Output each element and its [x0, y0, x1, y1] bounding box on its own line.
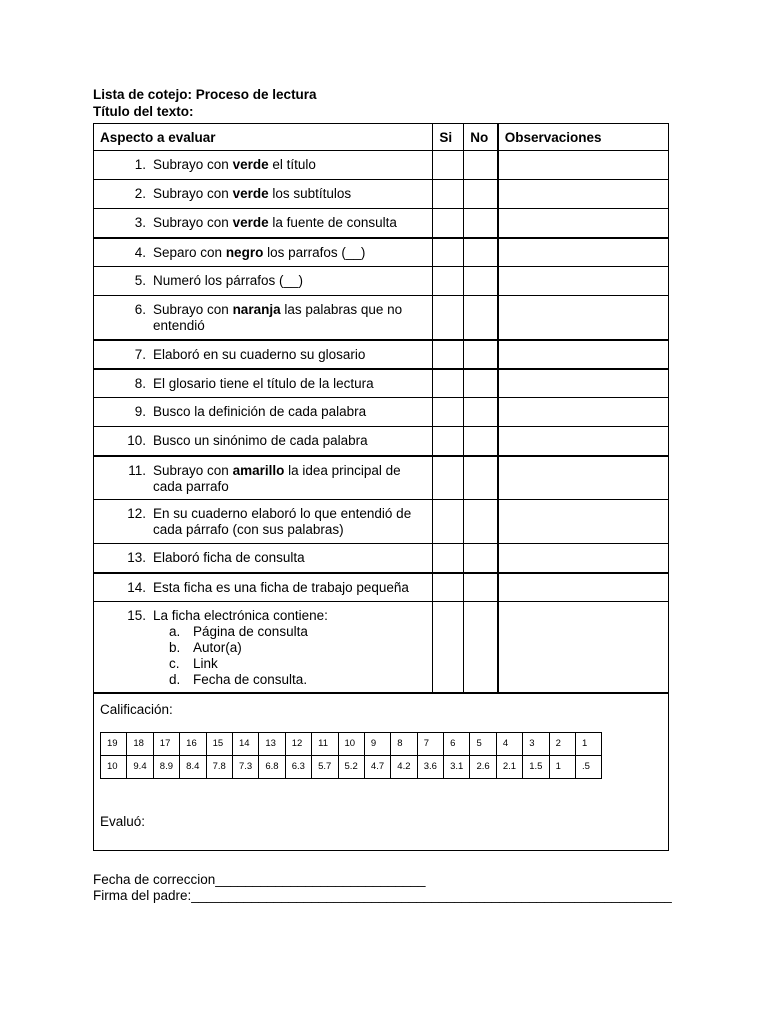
sub-item	[94, 624, 426, 640]
item-color-word: naranja	[232, 302, 281, 317]
aspect-cell	[94, 340, 433, 369]
aspect-cell	[94, 427, 433, 456]
item-text-end: la idea principal de	[284, 462, 401, 478]
aspect-cell	[94, 456, 433, 500]
scale-cell: .5	[576, 755, 602, 778]
no-cell[interactable]	[464, 369, 498, 398]
column-header-observaciones: Observaciones	[498, 124, 669, 151]
aspect-cell	[94, 209, 433, 238]
no-cell[interactable]	[464, 500, 498, 544]
correction-date-line: Fecha de correccion____________________________	[93, 872, 426, 887]
aspect-cell	[94, 398, 433, 427]
observaciones-cell[interactable]	[498, 544, 669, 573]
grade-scale-table	[100, 732, 602, 779]
table-row	[94, 209, 669, 238]
scale-cell: 7.8	[206, 755, 232, 778]
text-title-label: Título del texto:	[93, 104, 194, 119]
no-cell[interactable]	[464, 427, 498, 456]
item-number: 9.	[134, 404, 146, 419]
si-cell[interactable]	[433, 500, 464, 544]
correct-answers-row	[101, 732, 602, 755]
item-color-word: amarillo	[232, 462, 285, 478]
column-header-si: Si	[433, 124, 464, 151]
item-color-word: negro	[225, 244, 264, 260]
observaciones-cell[interactable]	[498, 180, 669, 209]
grade-label: Calificación:	[100, 701, 173, 717]
observaciones-cell[interactable]	[498, 573, 669, 602]
scale-cell: 17	[153, 732, 179, 755]
item-text-end: las palabras que no	[280, 302, 403, 317]
scale-cell: 6.8	[259, 755, 285, 778]
item-text	[146, 245, 365, 261]
table-row	[94, 238, 669, 267]
si-cell[interactable]	[433, 573, 464, 602]
observaciones-cell[interactable]	[498, 267, 669, 296]
scale-cell: 2.6	[470, 755, 496, 778]
grading-section	[94, 693, 669, 851]
si-cell[interactable]	[433, 456, 464, 500]
scale-cell: 3.6	[417, 755, 443, 778]
item-text-start: El glosario tiene el título de la lectura	[153, 375, 374, 391]
observaciones-cell[interactable]	[498, 427, 669, 456]
item-number: 1.	[134, 157, 146, 172]
scale-cell: 10	[101, 755, 127, 778]
item-text-line2: cada párrafo (con sus palabras)	[153, 522, 344, 537]
table-row	[94, 573, 669, 602]
item-text	[146, 404, 366, 420]
table-row	[94, 369, 669, 398]
table-row	[94, 340, 669, 369]
no-cell[interactable]	[464, 398, 498, 427]
sub-item-text: Fecha de consulta.	[193, 672, 308, 687]
item-text-end: el título	[268, 157, 316, 172]
item-text	[146, 463, 401, 495]
scale-cell: 4.2	[391, 755, 417, 778]
table-row	[94, 296, 669, 340]
item-text	[146, 580, 409, 596]
scale-cell: 9.4	[127, 755, 153, 778]
si-cell[interactable]	[433, 602, 464, 693]
item-text-start: Esta ficha es una ficha de trabajo pequeña	[153, 579, 409, 595]
scale-cell: 7.3	[232, 755, 258, 778]
item-text	[146, 550, 305, 566]
table-row	[94, 427, 669, 456]
si-cell[interactable]	[433, 398, 464, 427]
observaciones-cell[interactable]	[498, 369, 669, 398]
item-text	[146, 186, 351, 202]
sub-item	[94, 640, 426, 656]
no-cell[interactable]	[464, 602, 498, 693]
table-row	[94, 500, 669, 544]
scale-cell: 12	[285, 732, 311, 755]
no-cell[interactable]	[464, 267, 498, 296]
sub-item-text: Link	[193, 656, 218, 671]
item-number: 14.	[127, 579, 146, 595]
item-number: 4.	[134, 244, 146, 260]
si-cell[interactable]	[433, 544, 464, 573]
aspect-cell	[94, 267, 433, 296]
evaluator-label: Evaluó:	[100, 813, 146, 829]
scale-cell: 6	[444, 732, 470, 755]
item-text	[146, 608, 328, 624]
observaciones-cell[interactable]	[498, 296, 669, 340]
observaciones-cell[interactable]	[498, 209, 669, 238]
sub-item-letter: b.	[169, 640, 181, 655]
item-number: 12.	[127, 506, 146, 521]
scale-cell: 11	[312, 732, 338, 755]
scale-cell: 4	[496, 732, 522, 755]
item-text	[146, 215, 397, 231]
sub-item-text: Página de consulta	[193, 624, 308, 639]
si-cell[interactable]	[433, 151, 464, 180]
item-text-start: Busco la definición de cada palabra	[153, 404, 367, 419]
si-cell[interactable]	[433, 296, 464, 340]
item-number: 8.	[134, 375, 146, 391]
scale-cell: 5	[470, 732, 496, 755]
si-cell[interactable]	[433, 340, 464, 369]
item-number: 15.	[127, 608, 146, 623]
item-text-end: los parrafos (__)	[263, 244, 366, 260]
grade-values-row	[101, 755, 602, 778]
scale-cell: 3.1	[444, 755, 470, 778]
no-cell[interactable]	[464, 544, 498, 573]
item-text-start: La ficha electrónica contiene:	[153, 608, 328, 623]
item-text-start: Subrayo con	[153, 462, 233, 478]
page-title: Lista de cotejo: Proceso de lectura	[93, 87, 317, 102]
item-text-start: Separo con	[153, 244, 226, 260]
no-cell[interactable]	[464, 573, 498, 602]
item-text-end: los subtítulos	[268, 186, 352, 201]
parent-signature-line: Firma del padre:________________________________________________________________	[93, 888, 672, 903]
sub-item-letter: a.	[169, 624, 181, 639]
aspect-cell	[94, 151, 433, 180]
item-text	[146, 376, 374, 392]
scale-cell: 14	[232, 732, 258, 755]
si-cell[interactable]	[433, 267, 464, 296]
scale-cell: 5.2	[338, 755, 364, 778]
scale-cell: 6.3	[285, 755, 311, 778]
item-number: 5.	[134, 273, 146, 288]
scale-cell: 7	[417, 732, 443, 755]
item-color-word: verde	[232, 215, 269, 230]
scale-cell: 15	[206, 732, 232, 755]
item-number: 13.	[127, 550, 146, 565]
item-text-start: Busco un sinónimo de cada palabra	[153, 433, 368, 448]
item-text-start: Subrayo con	[153, 302, 233, 317]
item-text-start: Elaboró en su cuaderno su glosario	[153, 346, 366, 362]
item-text-start: Numeró los párrafos (__)	[153, 273, 304, 288]
aspect-cell	[94, 602, 433, 693]
aspect-cell	[94, 544, 433, 573]
scale-cell: 1	[549, 755, 575, 778]
aspect-cell	[94, 296, 433, 340]
item-text-start: En su cuaderno elaboró lo que entendió de	[153, 506, 412, 521]
sub-item-text: Autor(a)	[193, 640, 242, 655]
si-cell[interactable]	[433, 209, 464, 238]
table-row	[94, 267, 669, 296]
grading-row	[94, 693, 669, 851]
item-text	[146, 273, 303, 289]
si-cell[interactable]	[433, 369, 464, 398]
item-number: 2.	[134, 186, 146, 201]
item-text	[146, 347, 365, 363]
item-text	[146, 433, 368, 449]
item-number: 3.	[134, 215, 146, 230]
scale-cell: 18	[127, 732, 153, 755]
scale-cell: 8	[391, 732, 417, 755]
table-header-row	[94, 124, 669, 151]
scale-cell: 19	[101, 732, 127, 755]
aspect-cell	[94, 573, 433, 602]
aspect-cell	[94, 369, 433, 398]
si-cell[interactable]	[433, 180, 464, 209]
scale-cell: 8.4	[180, 755, 206, 778]
table-row	[94, 456, 669, 500]
scale-cell: 4.7	[364, 755, 390, 778]
scale-cell: 16	[180, 732, 206, 755]
scale-cell: 9	[364, 732, 390, 755]
table-row	[94, 151, 669, 180]
no-cell[interactable]	[464, 180, 498, 209]
observaciones-cell[interactable]	[498, 340, 669, 369]
table-row	[94, 602, 669, 693]
observaciones-cell[interactable]	[498, 398, 669, 427]
no-cell[interactable]	[464, 238, 498, 267]
scale-cell: 13	[259, 732, 285, 755]
sub-item	[94, 672, 426, 688]
item-text	[146, 157, 316, 173]
si-cell[interactable]	[433, 238, 464, 267]
checklist-table	[93, 123, 669, 851]
item-color-word: verde	[232, 186, 269, 201]
observaciones-cell[interactable]	[498, 238, 669, 267]
item-text-start: Elaboró ficha de consulta	[153, 550, 305, 565]
no-cell[interactable]	[464, 340, 498, 369]
column-header-aspect: Aspecto a evaluar	[94, 124, 433, 151]
observaciones-cell[interactable]	[498, 602, 669, 693]
item-text-start: Subrayo con	[153, 186, 233, 201]
scale-cell: 1.5	[523, 755, 549, 778]
item-text	[146, 302, 402, 334]
item-text-line2: entendió	[153, 318, 205, 333]
scale-cell: 3	[523, 732, 549, 755]
column-header-no: No	[464, 124, 498, 151]
item-number: 10.	[127, 433, 146, 448]
sub-item-letter: d.	[169, 672, 181, 687]
sub-item	[94, 656, 426, 672]
table-row	[94, 180, 669, 209]
table-row	[94, 398, 669, 427]
item-color-word: verde	[232, 157, 269, 172]
item-text-start: Subrayo con	[153, 157, 233, 172]
scale-cell: 8.9	[153, 755, 179, 778]
scale-cell: 5.7	[312, 755, 338, 778]
item-text	[146, 506, 411, 538]
item-text-start: Subrayo con	[153, 215, 233, 230]
no-cell[interactable]	[464, 151, 498, 180]
observaciones-cell[interactable]	[498, 500, 669, 544]
table-row	[94, 544, 669, 573]
scale-cell: 10	[338, 732, 364, 755]
item-number: 11.	[128, 462, 146, 478]
observaciones-cell[interactable]	[498, 151, 669, 180]
aspect-cell	[94, 180, 433, 209]
no-cell[interactable]	[464, 296, 498, 340]
scale-cell: 2	[549, 732, 575, 755]
si-cell[interactable]	[433, 427, 464, 456]
item-text-line2: cada parrafo	[153, 478, 229, 494]
item-text-end: la fuente de consulta	[268, 215, 397, 230]
aspect-cell	[94, 500, 433, 544]
no-cell[interactable]	[464, 456, 498, 500]
scale-cell: 1	[576, 732, 602, 755]
aspect-cell	[94, 238, 433, 267]
observaciones-cell[interactable]	[498, 456, 669, 500]
item-number: 7.	[134, 346, 146, 362]
scale-cell: 2.1	[496, 755, 522, 778]
item-number: 6.	[134, 302, 146, 317]
no-cell[interactable]	[464, 209, 498, 238]
sub-item-letter: c.	[169, 656, 180, 671]
